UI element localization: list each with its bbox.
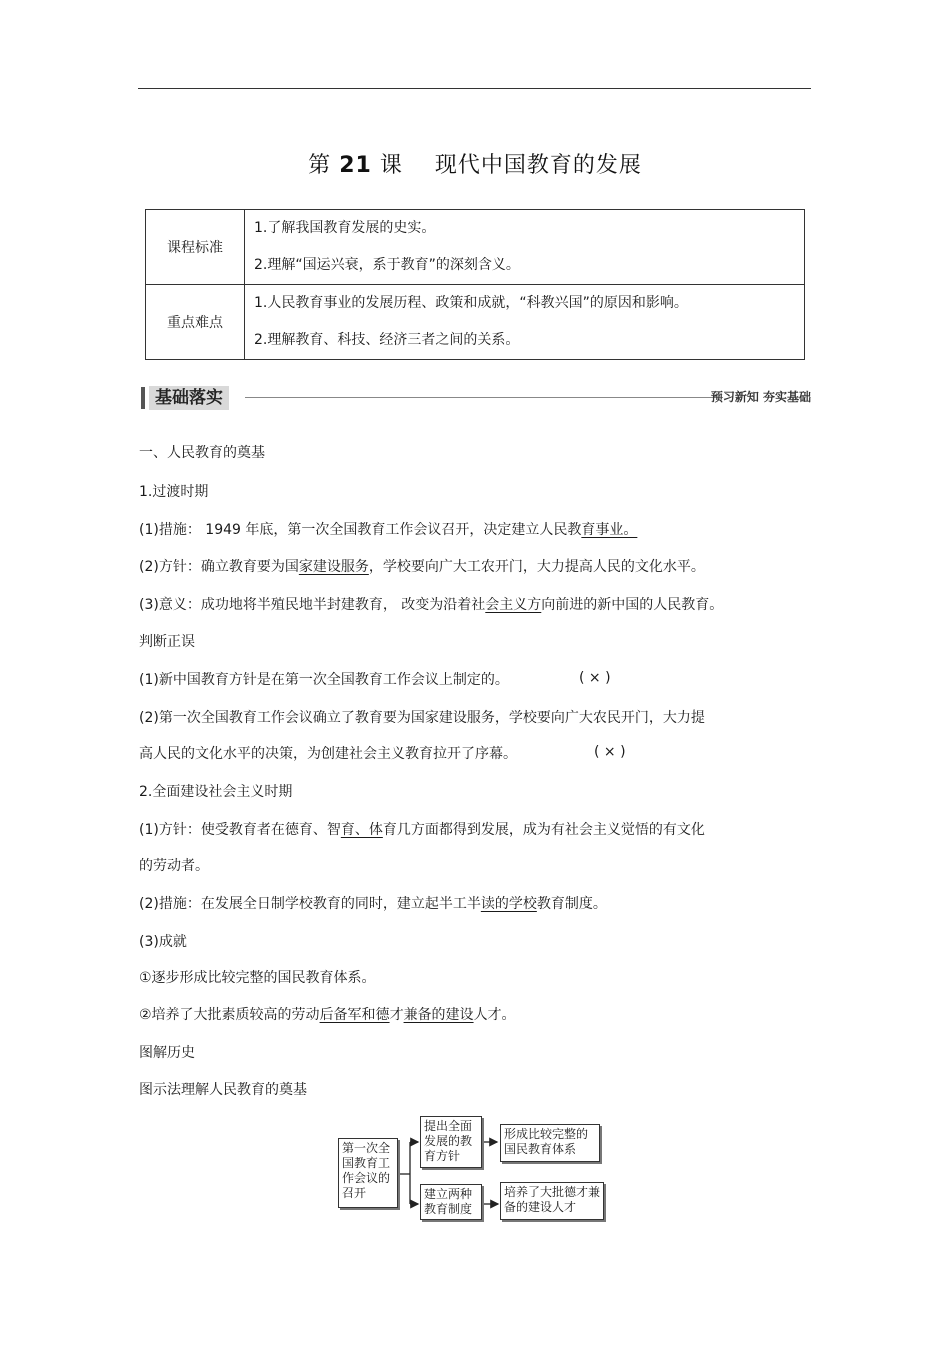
paragraph: (3)成就 [139, 934, 187, 950]
judge-heading: 判断正误 [139, 634, 195, 650]
lesson-title: 现代中国教育的发展 [434, 153, 642, 178]
text: (1)措施： 1949 年底，第一次全国教育工作会议召开，决定建立人民教 [139, 522, 582, 538]
paragraph [139, 595, 723, 615]
judge-mark-1: ( × ) [579, 670, 611, 686]
lesson-number: 21 [339, 153, 372, 178]
diagram-heading: 图解历史 [139, 1045, 195, 1061]
page-title [0, 148, 950, 179]
flowchart [338, 1112, 608, 1224]
heading-1-1: 1.过渡时期 [139, 484, 209, 500]
paragraph [139, 894, 607, 914]
underlined-text: 后备军和德 [319, 1007, 390, 1023]
underlined-text: 家建设服务 [298, 559, 369, 575]
flow-box-mid-top: 提出全面发展的教育方针 [420, 1116, 482, 1168]
paragraph: ①逐步形成比较完整的国民教育体系。 [139, 970, 376, 986]
title-prefix: 第 [308, 153, 332, 178]
standards-table [145, 209, 805, 360]
text: (2)方针：确立教育要为国 [139, 559, 299, 575]
paragraph [139, 557, 705, 577]
underlined-text: 兼备的建设 [403, 1007, 474, 1023]
text: ，学校要向广大工农开门，大力提高人民的文化水平。 [368, 559, 705, 575]
row-line: 1.人民教育事业的发展历程、政策和成就，“科教兴国”的原因和影响。 [254, 295, 688, 311]
underlined-text: 育、体 [340, 822, 383, 838]
row-header: 课程标准 [146, 210, 245, 285]
flow-box-mid-bottom: 建立两种教育制度 [420, 1184, 482, 1220]
paragraph [139, 820, 705, 840]
judge-item-2-line-2: 高人民的文化水平的决策，为创建社会主义教育拉开了序幕。 [139, 746, 517, 762]
flow-box-right-top: 形成比较完整的国民教育体系 [500, 1124, 600, 1162]
section-rule [245, 397, 723, 398]
flow-box-right-bottom: 培养了大批德才兼备的建设人才 [500, 1182, 604, 1220]
underlined-text: 育事业。 [581, 522, 638, 538]
judge-item-2-line-1: (2)第一次全国教育工作会议确立了教育要为国家建设服务，学校要向广大农民开门，大力提 [139, 710, 705, 726]
row-header: 重点难点 [146, 285, 245, 360]
section-marker [141, 387, 145, 409]
paragraph [139, 520, 637, 540]
text: ②培养了大批素质较高的劳动 [139, 1007, 320, 1023]
text: 向前进的新中国的人民教育。 [541, 597, 724, 613]
row-line: 2.理解教育、科技、经济三者之间的关系。 [254, 332, 520, 348]
row-line: 2.理解“国运兴衰，系于教育”的深刻含义。 [254, 257, 520, 273]
heading-1: 一、人民教育的奠基 [139, 445, 265, 461]
section-label: 基础落实 [149, 386, 229, 410]
flow-box-start: 第一次全国教育工作会议的召开 [338, 1138, 398, 1208]
diagram-title: 图示法理解人民教育的奠基 [139, 1082, 307, 1098]
underlined-text: 会主义方 [485, 597, 542, 613]
paragraph: 的劳动者。 [139, 858, 209, 874]
table-row [146, 210, 805, 285]
header-rule [138, 88, 811, 89]
text: (2)措施：在发展全日制学校教育的同时，建立起半工半 [139, 896, 481, 912]
text: (1)方针：使受教育者在德育、智 [139, 822, 341, 838]
section-subtitle: 预习新知 夯实基础 [710, 390, 811, 404]
text: 育几方面都得到发展，成为有社会主义觉悟的有文化 [382, 822, 705, 838]
judge-item-1: (1)新中国教育方针是在第一次全国教育工作会议上制定的。 [139, 672, 509, 688]
heading-1-2: 2.全面建设社会主义时期 [139, 784, 293, 800]
paragraph [139, 1005, 516, 1025]
underlined-text: 读的学校 [480, 896, 537, 912]
text: 教育制度。 [536, 896, 607, 912]
judge-mark-2: ( × ) [594, 744, 626, 760]
text: (3)意义：成功地将半殖民地半封建教育， 改变为沿着社 [139, 597, 486, 613]
table-row [146, 285, 805, 360]
title-lesson-word: 课 [379, 153, 403, 178]
row-content [245, 285, 805, 360]
section-header [141, 385, 811, 411]
text: 人才。 [473, 1007, 516, 1023]
row-content [245, 210, 805, 285]
text: 才 [389, 1007, 404, 1023]
row-line: 1.了解我国教育发展的史实。 [254, 220, 436, 236]
